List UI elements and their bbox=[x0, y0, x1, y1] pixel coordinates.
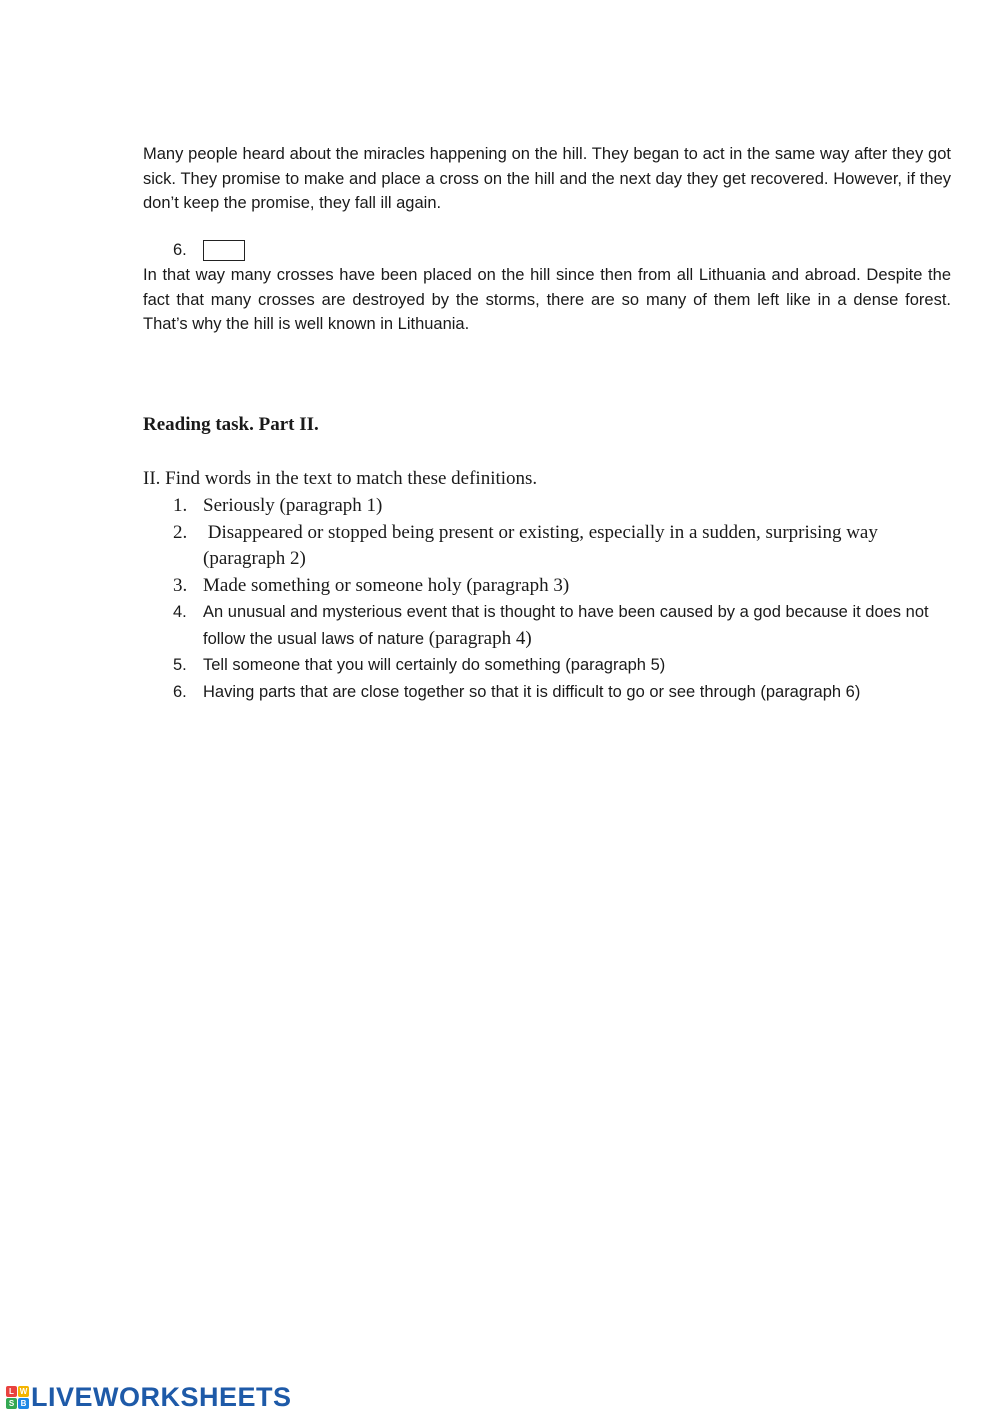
definition-number: 1. bbox=[173, 495, 188, 516]
answer-number: 6. bbox=[173, 240, 187, 259]
definition-text: Tell someone that you will certainly do something (paragraph 5) bbox=[203, 656, 666, 674]
definition-text: Made something or someone holy (paragraph 3) bbox=[203, 574, 570, 596]
definitions-list bbox=[173, 493, 953, 705]
section-heading: Reading task. Part II. bbox=[143, 414, 319, 435]
definition-text bbox=[203, 599, 953, 652]
definition-text: Disappeared or stopped being present or existing, especially in a sudden, surprising way (paragraph 2) bbox=[203, 521, 883, 569]
definition-number: 6. bbox=[173, 682, 187, 701]
definition-item bbox=[173, 493, 953, 520]
paragraph-6: In that way many crosses have been placed on the hill since then from all Lithuania and abroad. Despite the fact that many crosses are destroyed by the storms, there are so many of them left like in a dense forest. That’s why the hill is well known in Lithuania. bbox=[143, 266, 951, 333]
definition-item bbox=[173, 599, 953, 652]
definition-item bbox=[173, 679, 953, 706]
definition-paragraph-ref: (paragraph 4) bbox=[424, 627, 532, 649]
definition-text: Seriously (paragraph 1) bbox=[203, 495, 383, 516]
logo-tile: L bbox=[6, 1386, 17, 1397]
definition-main: An unusual and mysterious event that is thought to have been caused by a god because it does not follow the usual laws of nature bbox=[203, 603, 929, 648]
logo-tile: S bbox=[6, 1398, 17, 1409]
definition-item bbox=[173, 520, 953, 573]
logo-tile: B bbox=[18, 1398, 29, 1409]
definition-number: 3. bbox=[173, 574, 188, 596]
definition-number: 4. bbox=[173, 603, 187, 621]
paragraph-5: Many people heard about the miracles happening on the hill. They began to act in the same way after they got sick. They promise to make and place a cross on the hill and the next day they get recovered. However, if they don’t keep the promise, they fall ill again. bbox=[143, 145, 951, 212]
logo-tile: W bbox=[19, 1387, 28, 1396]
liveworksheets-logo bbox=[6, 1382, 292, 1413]
definition-item bbox=[173, 573, 953, 600]
answer-input-6[interactable] bbox=[203, 240, 245, 261]
brand-name: LIVEWORKSHEETS bbox=[31, 1382, 292, 1412]
definition-text: Having parts that are close together so that it is difficult to go or see through (paragraph 6) bbox=[203, 682, 861, 701]
definition-item bbox=[173, 652, 953, 679]
definition-number: 2. bbox=[173, 521, 188, 543]
answer-row-6 bbox=[173, 238, 245, 262]
logo-icon bbox=[6, 1386, 29, 1409]
task-instruction: II. Find words in the text to match these definitions. bbox=[143, 468, 538, 489]
definition-number: 5. bbox=[173, 656, 187, 674]
